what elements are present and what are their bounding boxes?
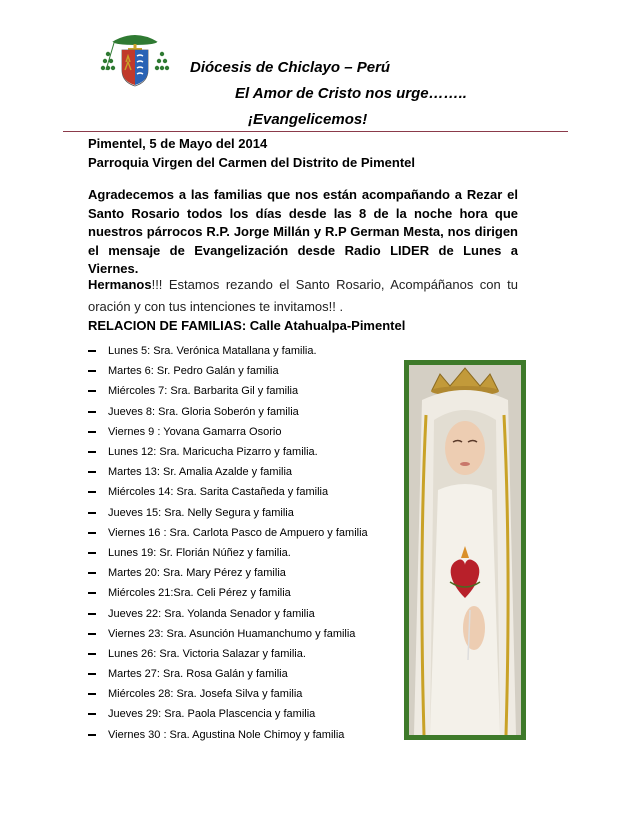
family-entry-text: Martes 20: Sra. Mary Pérez y familia: [108, 567, 286, 580]
family-list-item: [88, 462, 368, 482]
dash-bullet-icon: [88, 552, 96, 554]
family-list-item: [88, 442, 368, 462]
dash-bullet-icon: [88, 512, 96, 514]
dash-bullet-icon: [88, 471, 96, 473]
dash-bullet-icon: [88, 673, 96, 675]
dash-bullet-icon: [88, 411, 96, 413]
family-entry-text: Lunes 5: Sra. Verónica Matallana y familia.: [108, 345, 317, 358]
family-list-item: [88, 402, 368, 422]
family-list-item: [88, 422, 368, 442]
family-list-item: [88, 704, 368, 724]
dash-bullet-icon: [88, 592, 96, 594]
invitation-lead: Hermanos: [88, 277, 152, 292]
coat-of-arms-icon: [100, 30, 170, 90]
family-entry-text: Miércoles 28: Sra. Josefa Silva y familia: [108, 688, 303, 701]
families-heading: RELACION DE FAMILIAS: Calle Atahualpa-Pimentel: [88, 318, 406, 333]
dash-bullet-icon: [88, 532, 96, 534]
family-list-item: [88, 563, 368, 583]
header-divider: [63, 131, 568, 132]
families-list: [88, 341, 368, 745]
family-entry-text: Jueves 29: Sra. Paola Plascencia y familia: [108, 708, 316, 721]
dash-bullet-icon: [88, 390, 96, 392]
dash-bullet-icon: [88, 451, 96, 453]
family-entry-text: Viernes 30 : Sra. Agustina Nole Chimoy y familia: [108, 728, 345, 741]
family-list-item: [88, 684, 368, 704]
family-entry-text: Lunes 19: Sr. Florián Núñez y familia.: [108, 546, 291, 559]
family-list-item: [88, 624, 368, 644]
family-list-item: [88, 583, 368, 603]
dash-bullet-icon: [88, 633, 96, 635]
thanks-paragraph: Agradecemos a las familias que nos están acompañando a Rezar el Santo Rosario todos los días desde las 8 de la noche hora que nuestros párrocos R.P. Jorge Millán y R.P German Mesta, nos dirigen el mensaje de Evangelización desde Radio LIDER de Lunes a Viernes.: [88, 187, 518, 276]
parish-line: Parroquia Virgen del Carmen del Distrito de Pimentel: [88, 155, 416, 170]
family-entry-text: Jueves 8: Sra. Gloria Soberón y familia: [108, 405, 299, 418]
invitation-text: !!! Estamos rezando el Santo Rosario, Acompáñanos con tu oración y con tus intenciones te invitamos!! .: [88, 277, 518, 314]
dash-bullet-icon: [88, 370, 96, 372]
family-list-item: [88, 644, 368, 664]
family-list-item: [88, 381, 368, 401]
family-entry-text: Jueves 15: Sra. Nelly Segura y familia: [108, 506, 294, 519]
date-line: Pimentel, 5 de Mayo del 2014: [88, 136, 268, 151]
family-list-item: [88, 361, 368, 381]
dash-bullet-icon: [88, 713, 96, 715]
dash-bullet-icon: [88, 350, 96, 352]
dash-bullet-icon: [88, 431, 96, 433]
family-entry-text: Viernes 9 : Yovana Gamarra Osorio: [108, 425, 282, 438]
family-list-item: [88, 543, 368, 563]
dash-bullet-icon: [88, 613, 96, 615]
family-list-item: [88, 523, 368, 543]
family-entry-text: Martes 6: Sr. Pedro Galán y familia: [108, 365, 279, 378]
family-entry-text: Lunes 26: Sra. Victoria Salazar y familia.: [108, 647, 306, 660]
virgin-mary-image: [404, 360, 526, 740]
family-entry-text: Lunes 12: Sra. Maricucha Pizarro y familia.: [108, 446, 318, 459]
family-list-item: [88, 341, 368, 361]
family-entry-text: Martes 13: Sr. Amalia Azalde y familia: [108, 466, 293, 479]
invitation-paragraph: [88, 274, 518, 318]
family-entry-text: Viernes 16 : Sra. Carlota Pasco de Ampuero y familia: [108, 526, 368, 539]
family-entry-text: Viernes 23: Sra. Asunción Huamanchumo y familia: [108, 627, 356, 640]
family-list-item: [88, 603, 368, 623]
family-list-item: [88, 725, 368, 745]
family-list-item: [88, 664, 368, 684]
family-entry-text: Miércoles 14: Sra. Sarita Castañeda y familia: [108, 486, 329, 499]
dash-bullet-icon: [88, 572, 96, 574]
family-entry-text: Miércoles 21:Sra. Celi Pérez y familia: [108, 587, 291, 600]
dash-bullet-icon: [88, 734, 96, 736]
family-list-item: [88, 482, 368, 502]
motto-line: El Amor de Cristo nos urge……..: [235, 85, 467, 102]
evangelize-line: ¡Evangelicemos!: [248, 111, 368, 128]
diocese-title: Diócesis de Chiclayo – Perú: [190, 59, 391, 76]
dash-bullet-icon: [88, 693, 96, 695]
dash-bullet-icon: [88, 491, 96, 493]
family-entry-text: Martes 27: Sra. Rosa Galán y familia: [108, 668, 288, 681]
family-entry-text: Miércoles 7: Sra. Barbarita Gil y familia: [108, 385, 299, 398]
family-entry-text: Jueves 22: Sra. Yolanda Senador y familia: [108, 607, 315, 620]
dash-bullet-icon: [88, 653, 96, 655]
family-list-item: [88, 503, 368, 523]
